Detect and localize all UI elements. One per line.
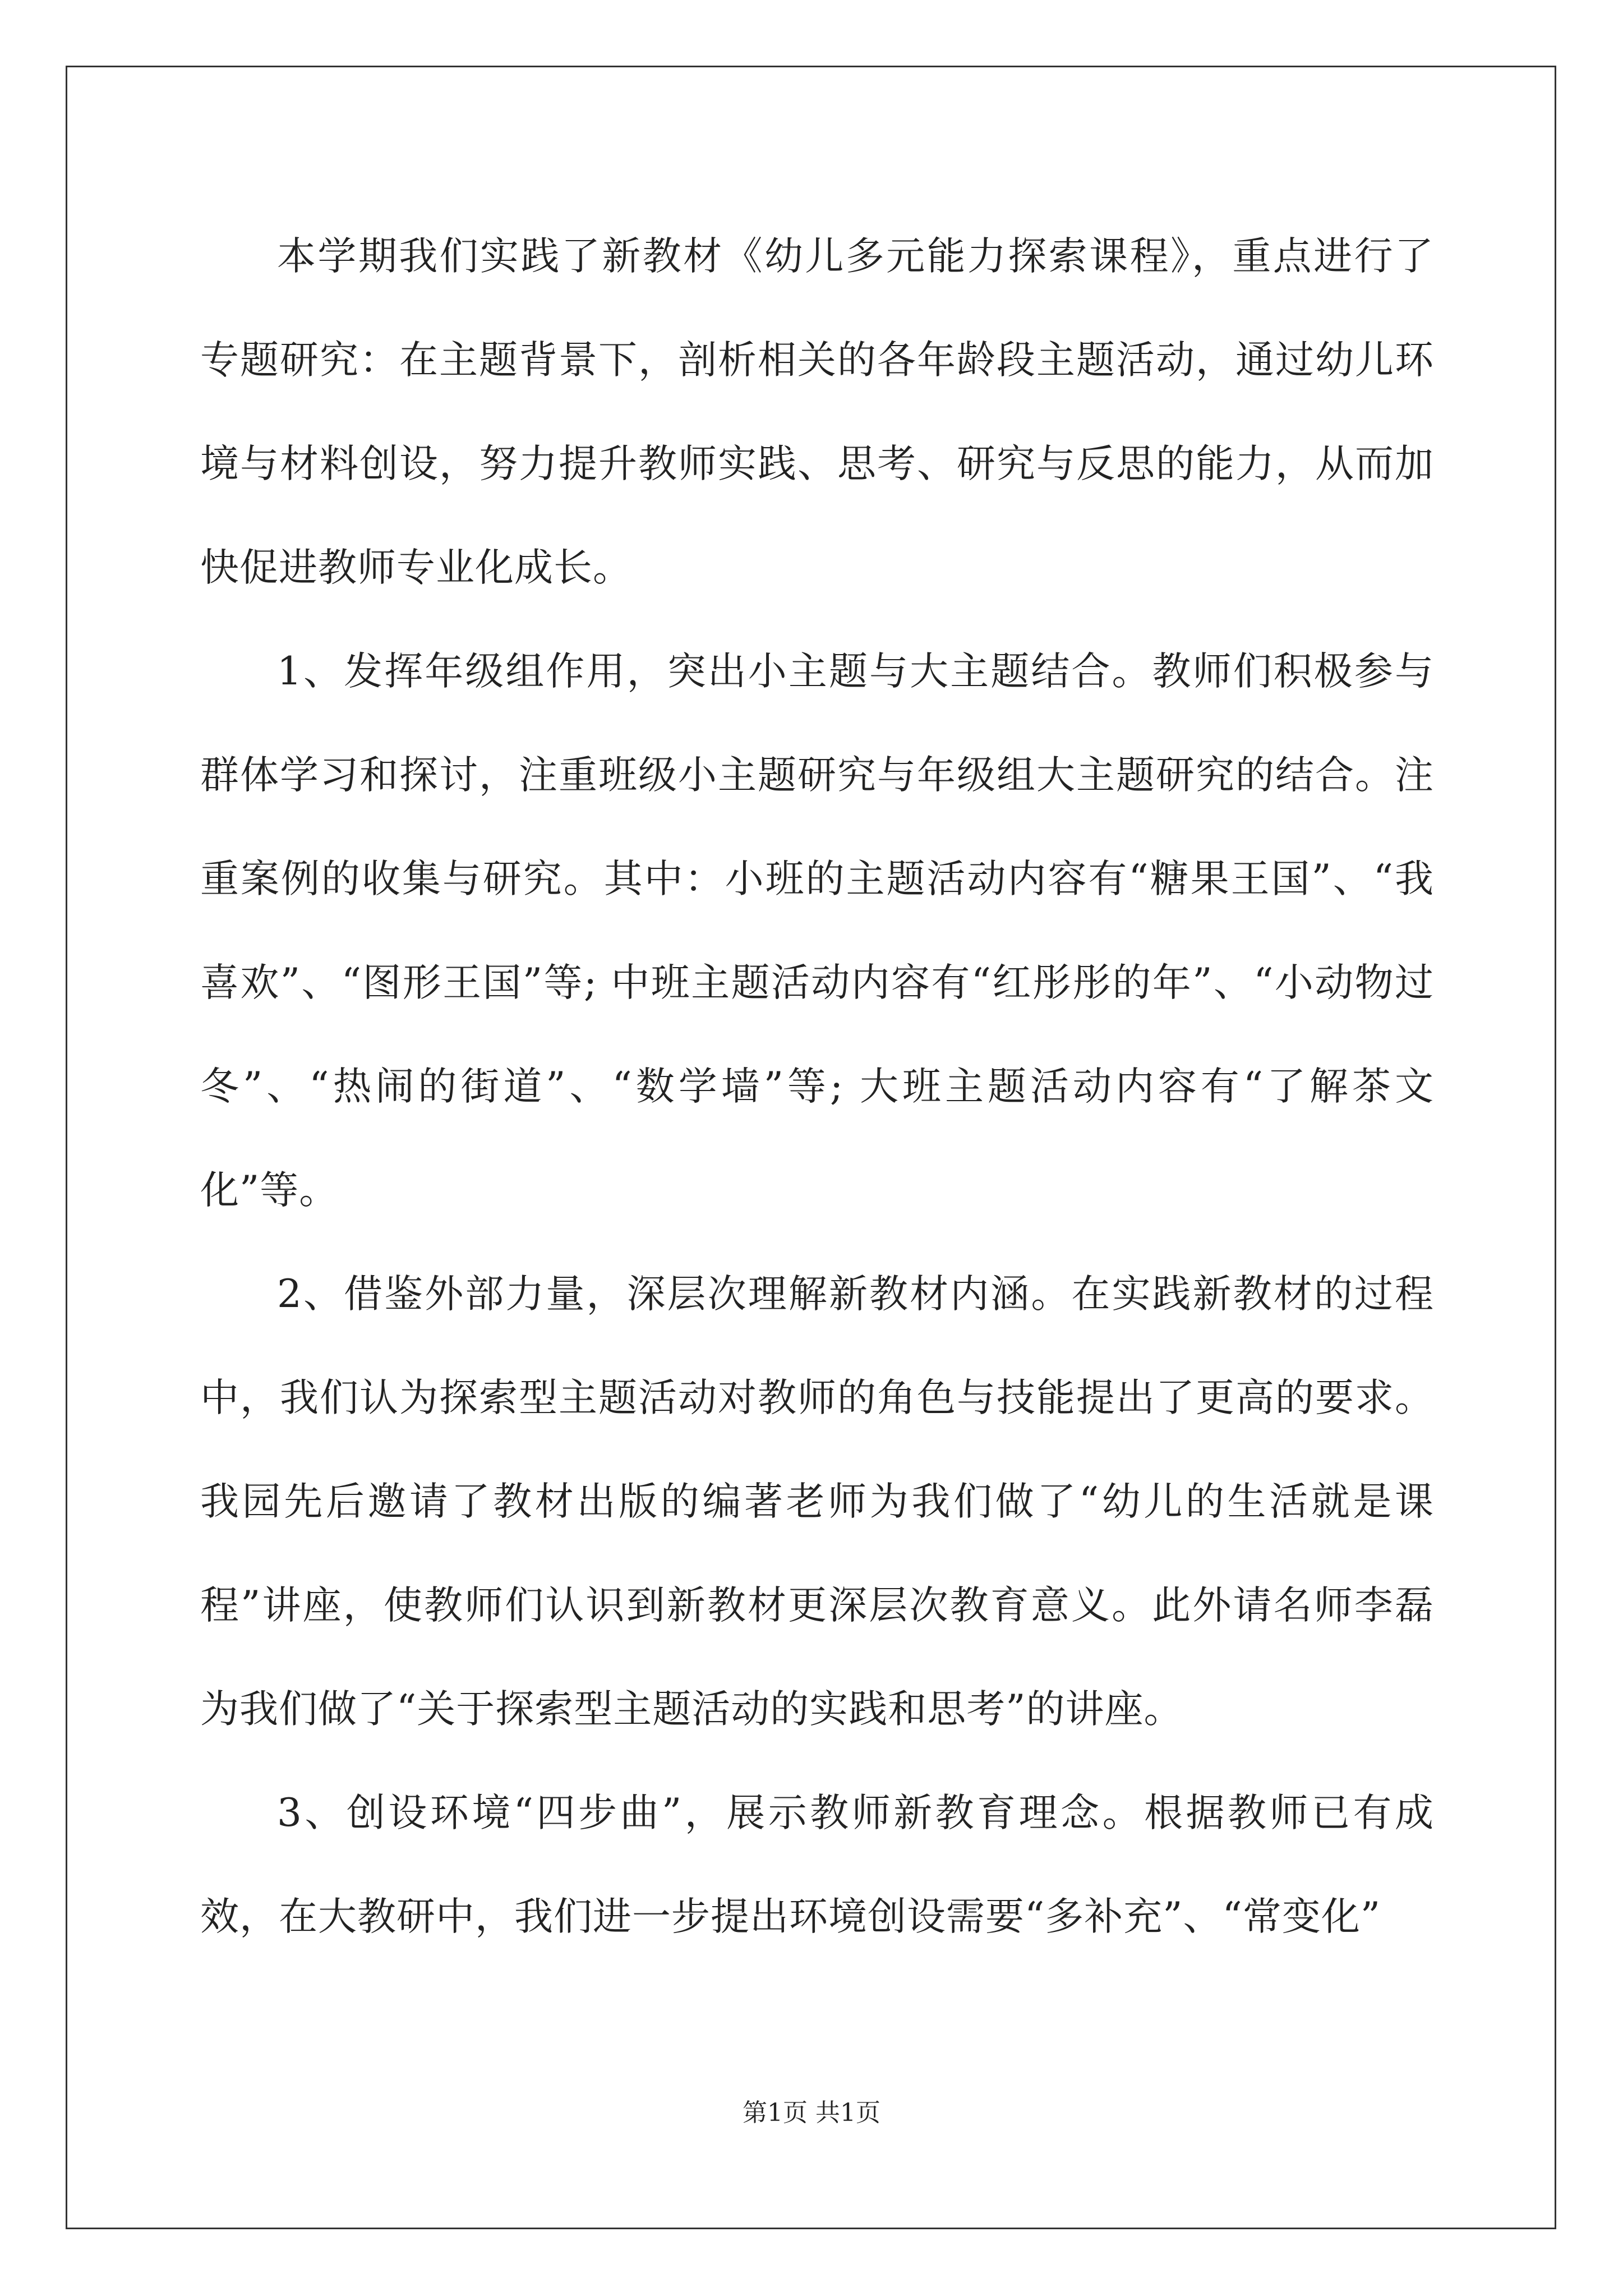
document-body [200, 205, 1434, 1969]
paragraph-item-3: 3、创设环境“四步曲”，展示教师新教育理念。根据教师已有成效，在大教研中，我们进一步提出环境创设需要“多补充”、“常变化” [200, 1791, 1434, 1939]
paragraph-item-1: 1、发挥年级组作用，突出小主题与大主题结合。教师们积极参与群体学习和探讨，注重班级小主题研究与年级组大主题研究的结合。注重案例的收集与研究。其中：小班的主题活动内容有“糖果王国”、“我喜欢”、“图形王国”等; 中班主题活动内容有“红彤彤的年”、“小动物过冬”、“热闹的街道”、“数学墙”等; 大班主题活动内容有“了解茶文化”等。 [200, 649, 1434, 1213]
paragraph-intro: 本学期我们实践了新教材《幼儿多元能力探索课程》，重点进行了专题研究：在主题背景下，剖析相关的各年龄段主题活动，通过幼儿环境与材料创设，努力提升教师实践、思考、研究与反思的能力，从而加快促进教师专业化成长。 [200, 234, 1434, 590]
paragraph-item-2: 2、借鉴外部力量，深层次理解新教材内涵。在实践新教材的过程中，我们认为探索型主题活动对教师的角色与技能提出了更高的要求。我园先后邀请了教材出版的编著老师为我们做了“幼儿的生活就是课程”讲座，使教师们认识到新教材更深层次教育意义。此外请名师李磊为我们做了“关于探索型主题活动的实践和思考”的讲座。 [200, 1272, 1434, 1732]
page-footer: 第1页 共1页 [743, 2099, 880, 2127]
